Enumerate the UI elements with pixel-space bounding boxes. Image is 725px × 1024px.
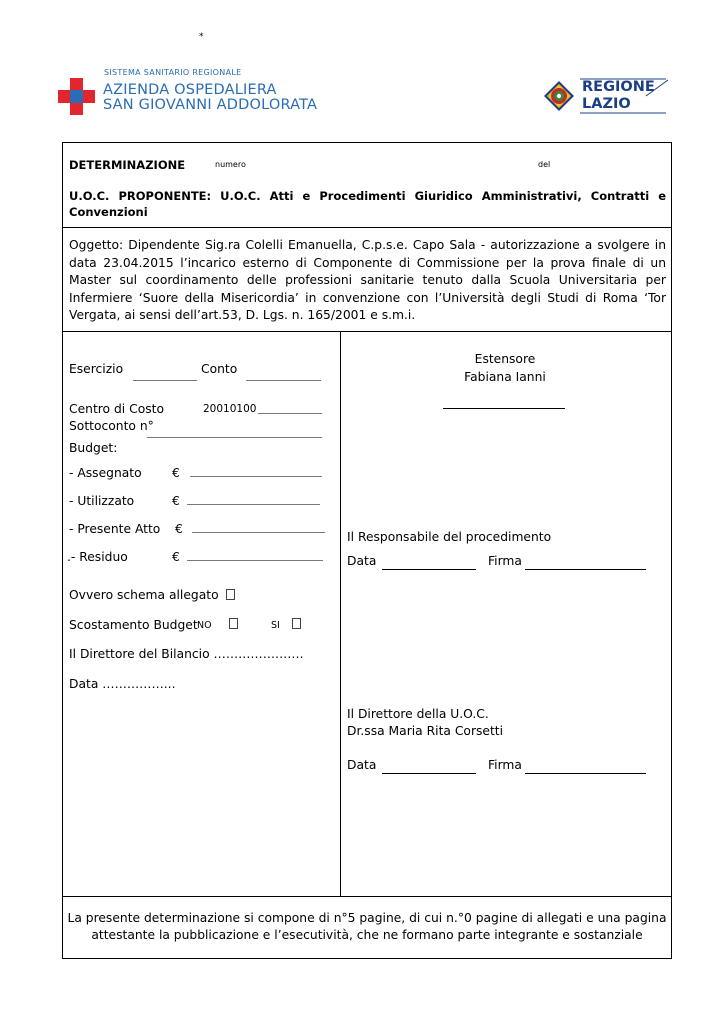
si-label: SI (271, 620, 280, 631)
direttore-firma-label: Firma (488, 758, 522, 772)
ovvero-label: Ovvero schema allegato (69, 588, 219, 602)
assegnato-euro: € (172, 466, 180, 480)
utilizzato-field (187, 504, 320, 505)
system-label: SISTEMA SANITARIO REGIONALE (104, 68, 242, 77)
region-name-line1: REGIONE (582, 79, 655, 95)
direttore-uoc-label: Il Direttore della U.O.C. (347, 707, 489, 721)
utilizzato-label: - Utilizzato (69, 494, 135, 508)
uoc-proponente: U.O.C. PROPONENTE: U.O.C. Atti e Procedimenti Giuridico Amministrativi, Contratti e Convenzioni (69, 189, 666, 219)
responsabile-label: Il Responsabile del procedimento (347, 530, 552, 544)
assegnato-label: - Assegnato (69, 466, 142, 480)
direttore-data-label: Data (347, 758, 377, 772)
no-checkbox[interactable] (229, 618, 238, 629)
determinazione-label: DETERMINAZIONE (69, 158, 186, 172)
responsabile-firma-label: Firma (488, 554, 522, 568)
estensore-name: Fabiana Ianni (464, 370, 546, 384)
sottoconto-label: Sottoconto n° (69, 419, 154, 433)
numero-label: numero (215, 160, 246, 169)
budget-label: Budget: (69, 441, 118, 455)
data-bilancio-line: Data ……………... (69, 677, 176, 691)
assegnato-field (190, 476, 322, 477)
responsabile-firma-field (525, 569, 646, 570)
region-name-line2: LAZIO (582, 96, 631, 112)
conto-label: Conto (201, 362, 238, 376)
divider-footer (62, 896, 672, 897)
presente-atto-field (192, 532, 325, 533)
responsabile-data-label: Data (347, 554, 377, 568)
direttore-data-field (382, 773, 476, 774)
centro-costo-label: Centro di Costo (69, 402, 164, 416)
oggetto-text: Oggetto: Dipendente Sig.ra Colelli Emanuella, C.p.s.e. Capo Sala - autorizzazione a svolgere in data 23.04.2015 l’incarico esterno di Componente di Commissione per la prova finale di un Master sul coordinamento delle professioni sanitarie tenuto dalla Scuola Universitaria per Infermiere ‘Suore della Misericordia’ in convenzione con l’Università degli Studi di Roma ‘Tor Vergata, ai sensi dell’art.53, D. Lgs. n. 165/2001 e s.m.i. (69, 238, 666, 322)
residuo-field (187, 560, 323, 561)
conto-field (246, 380, 321, 381)
divider-columns (340, 331, 341, 896)
direttore-bilancio-line: Il Direttore del Bilancio …………………. (69, 647, 304, 661)
estensore-label: Estensore (474, 352, 536, 366)
scostamento-label: Scostamento Budget (69, 618, 198, 632)
hospital-cross-center (70, 90, 83, 103)
org-name-line2: SAN GIOVANNI ADDOLORATA (103, 97, 318, 113)
org-name-line1: AZIENDA OSPEDALIERA (103, 82, 277, 98)
residuo-euro: € (172, 550, 180, 564)
no-label: NO (197, 620, 212, 631)
esercizio-label: Esercizio (69, 362, 124, 376)
ovvero-checkbox[interactable] (226, 589, 235, 600)
centro-costo-field (258, 413, 322, 414)
presente-atto-euro: € (175, 522, 183, 536)
responsabile-data-field (382, 569, 476, 570)
footer-note: La presente determinazione si compone di n°5 pagine, di cui n.°0 pagine di allegati e una pagina attestante la pubblicazione e l’esecutività, che ne formano parte integrante e sostanziale (67, 911, 667, 942)
direttore-firma-field (525, 773, 646, 774)
estensore-signature-line (443, 408, 565, 409)
sottoconto-field (147, 437, 322, 438)
utilizzato-euro: € (172, 494, 180, 508)
residuo-label: .- Residuo (67, 550, 128, 564)
si-checkbox[interactable] (292, 618, 301, 629)
divider-main (62, 331, 672, 332)
asterisk-mark: * (199, 32, 204, 42)
region-emblem-icon (543, 80, 575, 112)
divider-oggetto (62, 227, 672, 228)
del-label: del (538, 160, 551, 169)
esercizio-field (133, 380, 197, 381)
presente-atto-label: - Presente Atto (69, 522, 161, 536)
centro-costo-value: 20010100 (203, 403, 257, 415)
direttore-uoc-name: Dr.ssa Maria Rita Corsetti (347, 724, 504, 738)
